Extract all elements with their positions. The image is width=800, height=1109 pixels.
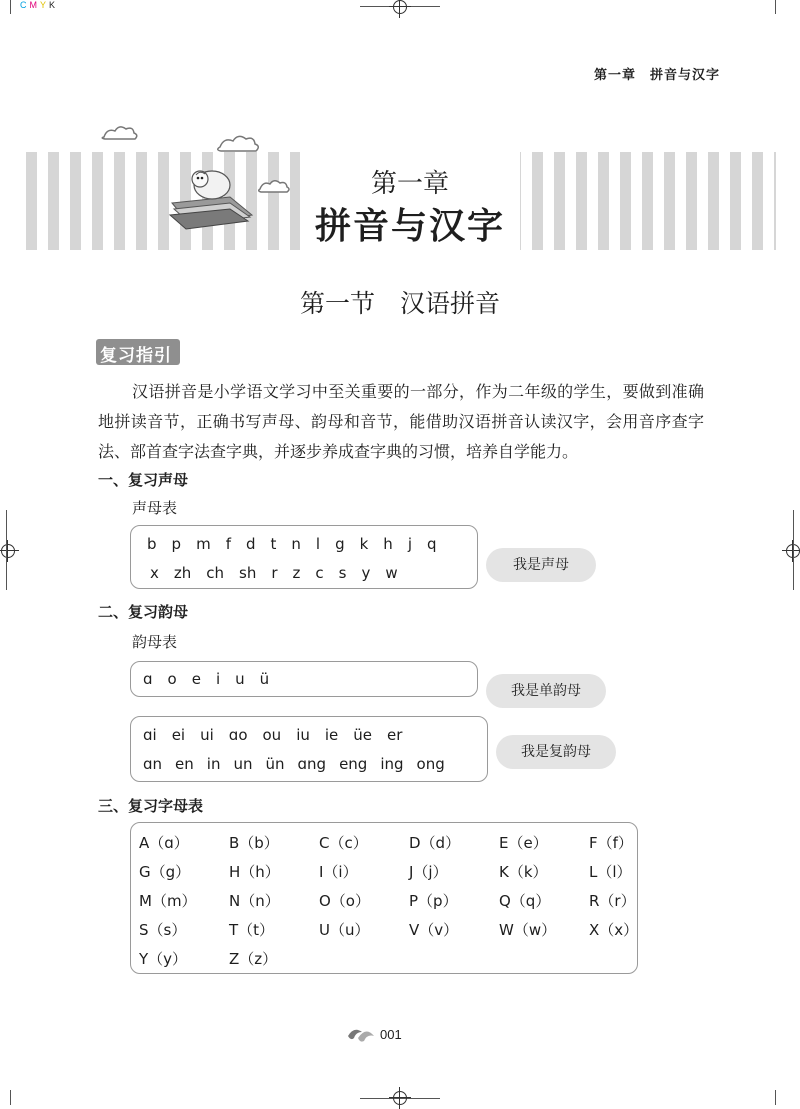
letter: ing	[380, 755, 404, 773]
initials-heading: 一、复习声母	[98, 471, 189, 489]
page-ornament-icon	[346, 1024, 376, 1044]
alphabet-cell: U（u）	[319, 921, 370, 939]
alphabet-cell: R（r）	[589, 892, 636, 910]
letter: ui	[200, 726, 214, 744]
letter: ɑn	[143, 755, 163, 773]
alphabet-cell: V（v）	[409, 921, 459, 939]
section-title: 第一节 汉语拼音	[299, 289, 500, 318]
alphabet-heading: 三、复习字母表	[98, 797, 204, 815]
running-head: 第一章 拼音与汉字	[593, 68, 720, 83]
alphabet-cell: K（k）	[499, 863, 548, 881]
crop-mark	[6, 510, 7, 590]
initials-speech-bubble: 我是声母	[486, 548, 596, 582]
alphabet-cell: L（l）	[589, 863, 632, 881]
alphabet-cell: B（b）	[229, 834, 279, 852]
print-mark-k: K	[49, 0, 58, 10]
chapter-title: 拼音与汉字	[314, 206, 505, 247]
initials-row	[147, 535, 452, 553]
letter: ü	[259, 670, 270, 688]
letter: h	[383, 535, 393, 553]
letter: c	[315, 564, 324, 582]
compound-finals-row	[143, 726, 417, 744]
letter: sh	[239, 564, 257, 582]
intro-paragraph: 汉语拼音是小学语文学习中至关重要的一部分，作为二年级的学生，要做到准确地拼读音节，正确书写声母、韵母和音节，能借助汉语拼音认读汉字，会用音序查字法、部首查字法查字典，并逐步养成查字典的习惯，培养自学能力。	[98, 382, 704, 461]
letter: zh	[173, 564, 192, 582]
cloud-icon	[259, 181, 289, 192]
sheep-on-books-illustration	[100, 125, 330, 235]
alphabet-cell: P（p）	[409, 892, 458, 910]
alphabet-cell: A（ɑ）	[139, 834, 189, 852]
alphabet-cell: C（c）	[319, 834, 368, 852]
letter: z	[292, 564, 301, 582]
print-mark-c: C	[20, 0, 29, 10]
crop-mark	[10, 1090, 11, 1105]
letter: u	[235, 670, 245, 688]
print-color-marks	[20, 0, 58, 10]
letter: f	[225, 535, 231, 553]
alphabet-cell: G（g）	[139, 863, 191, 881]
alphabet-cell: Z（z）	[229, 950, 278, 968]
alphabet-cell: S（s）	[139, 921, 187, 939]
letter: l	[315, 535, 321, 553]
compound-finals-row	[143, 755, 458, 773]
page-number: 001	[380, 1027, 402, 1042]
crop-mark	[775, 1090, 776, 1105]
registration-mark-icon	[1, 544, 15, 558]
letter: y	[361, 564, 371, 582]
letter: p	[171, 535, 182, 553]
letter: un	[233, 755, 253, 773]
letter: ün	[265, 755, 285, 773]
crop-mark	[10, 0, 11, 14]
letter: ou	[262, 726, 282, 744]
letter: j	[407, 535, 412, 553]
alphabet-cell: J（j）	[409, 863, 448, 881]
alphabet-table	[130, 822, 638, 974]
letter: q	[426, 535, 437, 553]
letter: d	[245, 535, 256, 553]
letter: t	[270, 535, 277, 553]
letter: ie	[324, 726, 339, 744]
cloud-icon	[102, 127, 137, 139]
alphabet-cell: E（e）	[499, 834, 548, 852]
simple-finals-row	[143, 670, 284, 688]
letter: üe	[353, 726, 373, 744]
cloud-icon	[218, 136, 259, 151]
alphabet-cell: X（x）	[589, 921, 639, 939]
alphabet-cell: N（n）	[229, 892, 280, 910]
letter: x	[150, 564, 159, 582]
letter: ei	[171, 726, 186, 744]
crop-mark	[775, 0, 776, 14]
letter: w	[385, 564, 398, 582]
letter: er	[387, 726, 403, 744]
alphabet-cell: M（m）	[139, 892, 197, 910]
alphabet-cell: O（o）	[319, 892, 370, 910]
registration-mark-icon	[393, 1091, 407, 1105]
letter: b	[147, 535, 157, 553]
letter: g	[335, 535, 345, 553]
initials-row	[150, 564, 413, 582]
initials-table-label: 声母表	[132, 499, 178, 517]
print-mark-y: Y	[40, 0, 49, 10]
finals-heading: 二、复习韵母	[98, 603, 189, 621]
letter: eng	[339, 755, 368, 773]
letter: in	[206, 755, 221, 773]
letter: e	[191, 670, 201, 688]
alphabet-cell: I（i）	[319, 863, 358, 881]
compound-finals-speech-bubble: 我是复韵母	[496, 735, 616, 769]
letter: iu	[296, 726, 310, 744]
letter: k	[359, 535, 369, 553]
crop-mark	[793, 510, 794, 590]
simple-finals-speech-bubble: 我是单韵母	[486, 674, 606, 708]
chapter-label: 第一章	[370, 169, 449, 199]
alphabet-cell: Q（q）	[499, 892, 551, 910]
finals-table-label: 韵母表	[132, 633, 178, 651]
letter: ong	[416, 755, 445, 773]
letter: ɑi	[143, 726, 157, 744]
initials-table	[130, 525, 478, 589]
letter: ɑo	[228, 726, 248, 744]
letter: r	[271, 564, 278, 582]
alphabet-cell: F（f）	[589, 834, 633, 852]
print-mark-m: M	[29, 0, 39, 10]
letter: ɑ	[143, 670, 153, 688]
letter: n	[291, 535, 301, 553]
alphabet-cell: H（h）	[229, 863, 280, 881]
letter: s	[338, 564, 347, 582]
alphabet-cell: T（t）	[229, 921, 275, 939]
guide-label: 复习指引	[100, 346, 172, 366]
letter: en	[175, 755, 194, 773]
letter: i	[215, 670, 221, 688]
letter: o	[167, 670, 177, 688]
letter: m	[196, 535, 211, 553]
alphabet-cell: Y（y）	[139, 950, 188, 968]
registration-mark-icon	[393, 0, 407, 14]
compound-finals-table	[130, 716, 488, 782]
letter: ɑng	[297, 755, 327, 773]
letter: ch	[206, 564, 225, 582]
alphabet-cell: D（d）	[409, 834, 461, 852]
simple-finals-table	[130, 661, 478, 697]
alphabet-cell: W（w）	[499, 921, 557, 939]
